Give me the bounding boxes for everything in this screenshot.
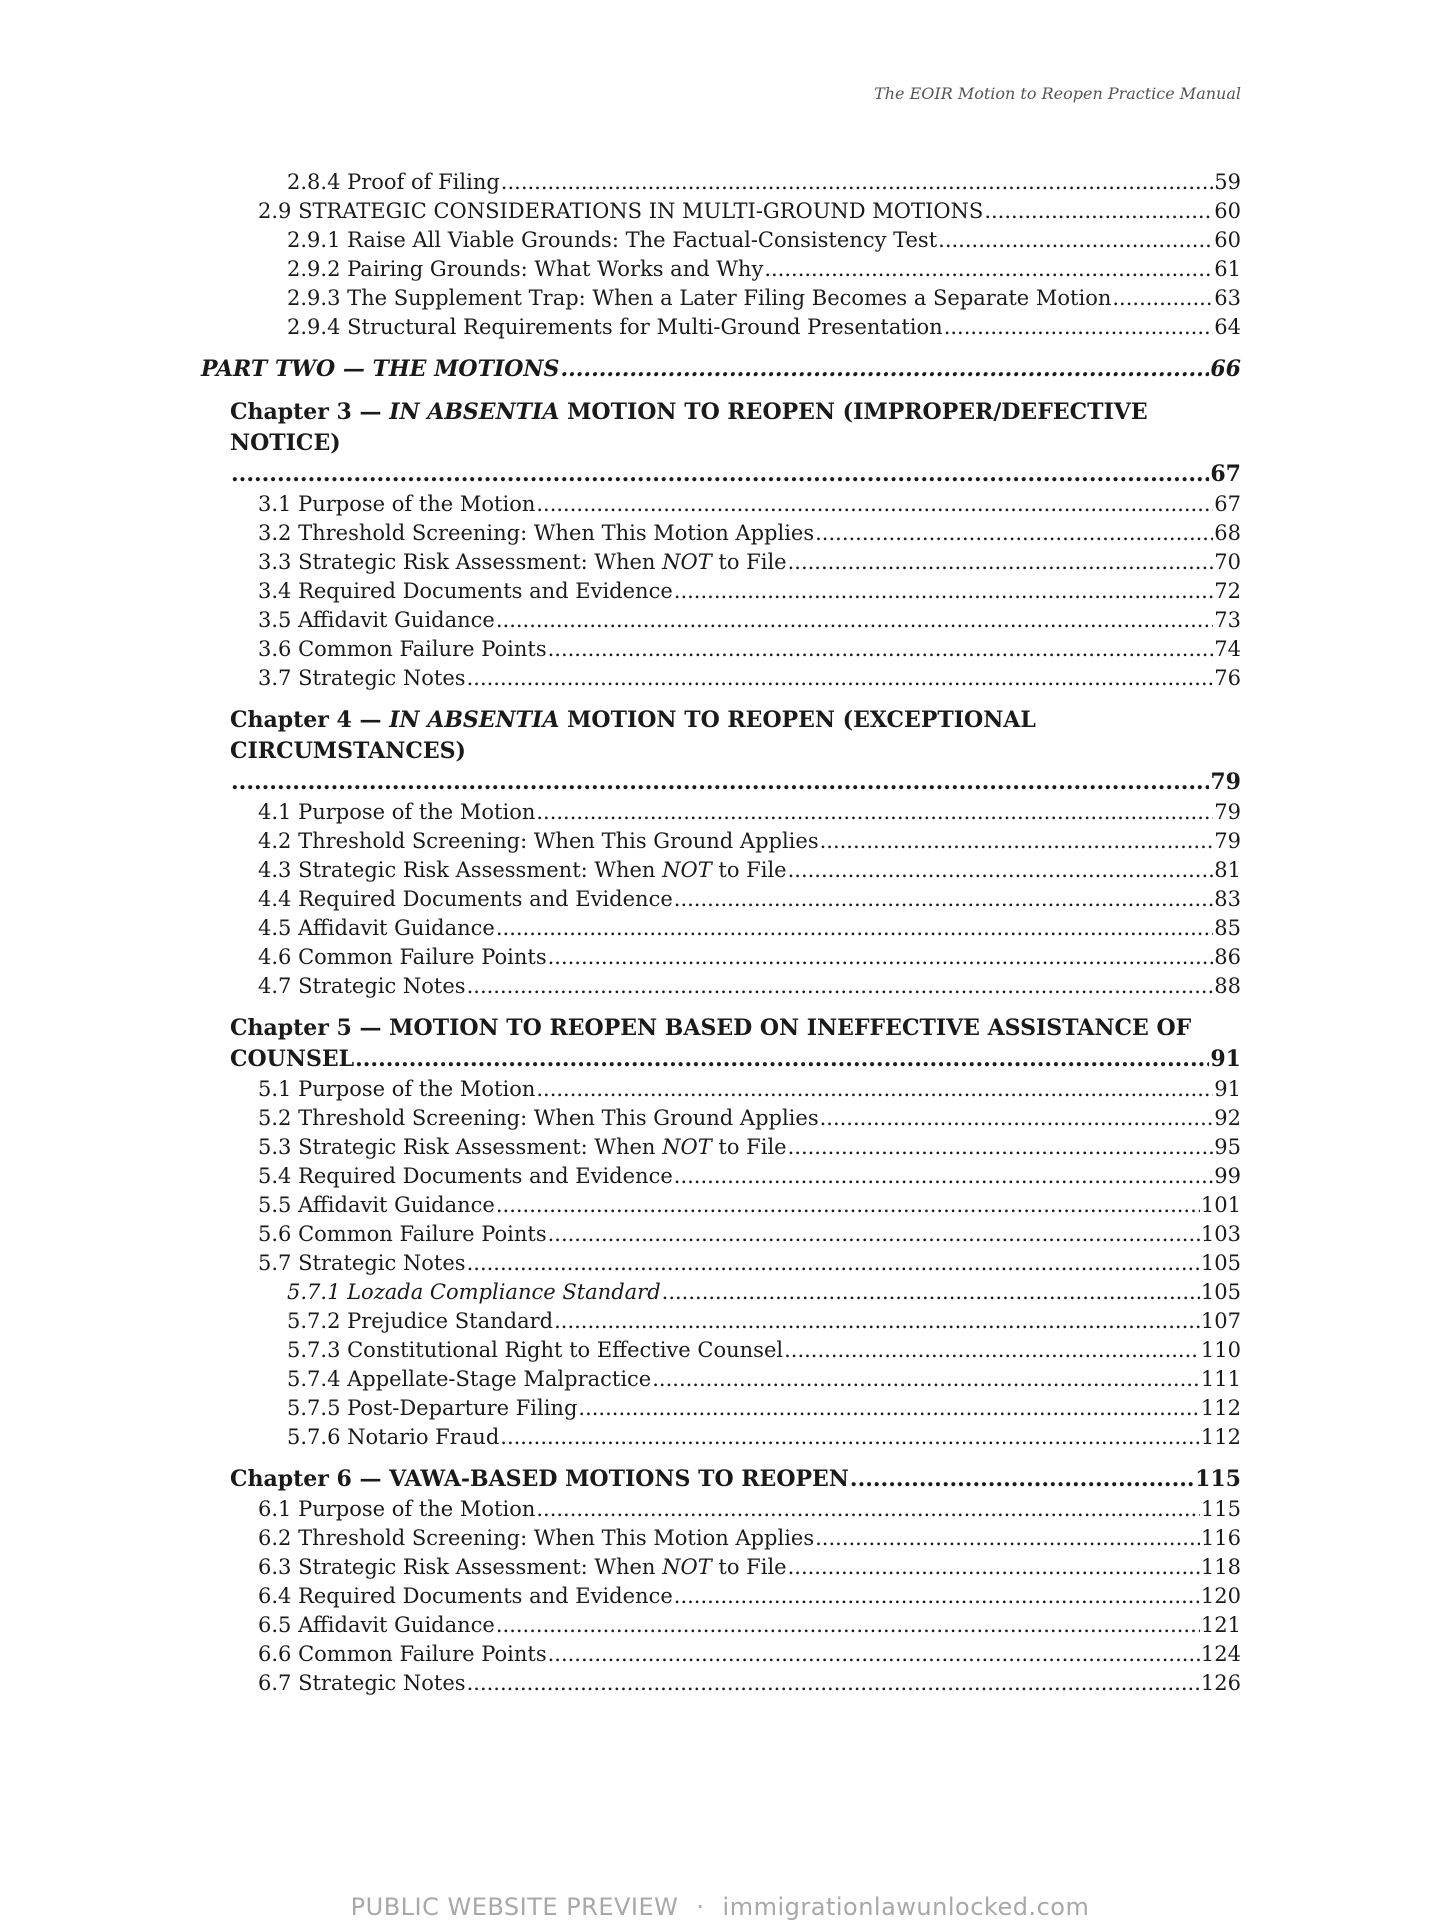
toc-entry-title: 3.3 Strategic Risk Assessment: When NOT to File: [258, 550, 787, 574]
toc-entry-page: 111: [1200, 1367, 1241, 1391]
toc-entry-title: 6.3 Strategic Risk Assessment: When NOT to File: [258, 1555, 787, 1579]
dot-leader: [1112, 284, 1213, 313]
toc-entry-title: 4.2 Threshold Screening: When This Ground Applies: [258, 829, 819, 853]
toc-entry-title: 4.4 Required Documents and Evidence: [258, 887, 673, 911]
dot-leader: [674, 1582, 1200, 1611]
toc-entry-page: 105: [1200, 1251, 1241, 1275]
dot-leader: [674, 577, 1214, 606]
running-header: The EOIR Motion to Reopen Practice Manual: [874, 84, 1241, 103]
dot-leader: [850, 1464, 1194, 1495]
toc-entry-page: 115: [1200, 1497, 1241, 1521]
chapter-4-heading[interactable]: [230, 705, 1241, 767]
toc-entry[interactable]: [0, 519, 1241, 548]
toc-entry-title: 6.1 Purpose of the Motion: [258, 1497, 536, 1521]
dot-leader: [820, 1104, 1214, 1133]
toc-entry[interactable]: [0, 577, 1241, 606]
footer-separator: ·: [696, 1893, 705, 1921]
chapter-page: 79: [1210, 769, 1241, 795]
toc-entry-page: 99: [1214, 1164, 1241, 1188]
toc-subentry[interactable]: [0, 1394, 1241, 1423]
toc-entry-page: 124: [1200, 1642, 1241, 1666]
dot-leader: [548, 1640, 1200, 1669]
toc-entry-page: 95: [1214, 1135, 1241, 1159]
chapter-5-heading[interactable]: Chapter 5 — MOTION TO REOPEN BASED ON INEFFECTIVE ASSISTANCE OF: [230, 1015, 1192, 1041]
toc-entry[interactable]: [0, 197, 1241, 226]
dot-leader: [662, 1278, 1200, 1307]
toc-subentry[interactable]: [0, 1307, 1241, 1336]
toc-entry-title: 4.7 Strategic Notes: [258, 974, 466, 998]
toc-subentry[interactable]: [0, 1278, 1241, 1307]
part-page: 66: [1210, 356, 1241, 382]
dot-leader: [501, 168, 1213, 197]
toc-entry-page: 59: [1214, 170, 1241, 194]
toc-entry-page: 112: [1200, 1425, 1241, 1449]
dot-leader: [536, 1495, 1200, 1524]
dot-leader: [784, 1336, 1200, 1365]
toc-entry[interactable]: [0, 664, 1241, 693]
toc-entry-title: 3.5 Affidavit Guidance: [258, 608, 495, 632]
toc-entry-page: 64: [1214, 315, 1241, 339]
chapter-page: 67: [1210, 461, 1241, 487]
toc-entry-title: 5.7.2 Prejudice Standard: [287, 1309, 554, 1333]
toc-entry-page: 101: [1200, 1193, 1241, 1217]
dot-leader: [500, 1423, 1200, 1452]
toc-entry-page: 70: [1214, 550, 1241, 574]
toc-entry[interactable]: [0, 914, 1241, 943]
toc-entry-title: 6.6 Common Failure Points: [258, 1642, 547, 1666]
toc-entry-title: 4.1 Purpose of the Motion: [258, 800, 536, 824]
toc-entry-title: 5.7.4 Appellate-Stage Malpractice: [287, 1367, 652, 1391]
dot-leader: [467, 972, 1214, 1001]
toc-entry-page: 91: [1214, 1077, 1241, 1101]
toc-entry-page: 60: [1214, 228, 1241, 252]
chapter-title-continued: COUNSEL: [230, 1046, 355, 1072]
toc-subentry[interactable]: [0, 1365, 1241, 1394]
toc-entry-title: 5.7.5 Post-Departure Filing: [287, 1396, 578, 1420]
toc-entry[interactable]: [0, 1249, 1241, 1278]
toc-entry[interactable]: [0, 606, 1241, 635]
toc-subentry[interactable]: [0, 1423, 1241, 1452]
toc-entry-page: 74: [1214, 637, 1241, 661]
chapter-page: 115: [1195, 1466, 1241, 1492]
toc-entry-page: 81: [1214, 858, 1241, 882]
toc-entry-title: 6.5 Affidavit Guidance: [258, 1613, 495, 1637]
dot-leader: [984, 197, 1213, 226]
part-title: PART TWO — THE MOTIONS: [201, 356, 560, 382]
toc-entry[interactable]: [0, 972, 1241, 1001]
dot-leader: [496, 914, 1213, 943]
dot-leader: [788, 856, 1214, 885]
toc-entry-title: 4.3 Strategic Risk Assessment: When NOT to File: [258, 858, 787, 882]
toc-entry-page: 86: [1214, 945, 1241, 969]
toc-entry-title: 5.2 Threshold Screening: When This Ground Applies: [258, 1106, 819, 1130]
footer-website-link[interactable]: immigrationlawunlocked.com: [722, 1893, 1090, 1921]
toc-entry[interactable]: [0, 548, 1241, 577]
chapter-prefix: Chapter 4 —: [230, 707, 390, 733]
toc-entry-page: 63: [1214, 286, 1241, 310]
toc-entry-title: 5.5 Affidavit Guidance: [258, 1193, 495, 1217]
dot-leader: [944, 313, 1214, 342]
dot-leader: [548, 1220, 1200, 1249]
toc-entry-page: 67: [1214, 492, 1241, 516]
dot-leader: [496, 1611, 1200, 1640]
toc-entry-page: 120: [1200, 1584, 1241, 1608]
toc-entry-page: 72: [1214, 579, 1241, 603]
toc-entry-title: 2.9.3 The Supplement Trap: When a Later Filing Becomes a Separate Motion: [287, 286, 1112, 310]
toc-entry[interactable]: [0, 1220, 1241, 1249]
toc-entry-title: 3.6 Common Failure Points: [258, 637, 547, 661]
dot-leader: [815, 519, 1213, 548]
toc-entry[interactable]: [0, 943, 1241, 972]
dot-leader: [788, 1553, 1200, 1582]
toc-entry[interactable]: [0, 1133, 1241, 1162]
dot-leader: [652, 1365, 1200, 1394]
toc-entry-title: 5.4 Required Documents and Evidence: [258, 1164, 673, 1188]
footer-label: PUBLIC WEBSITE PREVIEW: [350, 1893, 679, 1921]
dot-leader: [496, 1191, 1200, 1220]
toc-entry[interactable]: [0, 1104, 1241, 1133]
chapter-prefix: Chapter 3 —: [230, 399, 390, 425]
toc-entry-page: 107: [1200, 1309, 1241, 1333]
chapter-4-leader: [0, 767, 1241, 798]
toc-entry[interactable]: [0, 1640, 1241, 1669]
dot-leader: [820, 827, 1214, 856]
toc-entry-title: 6.4 Required Documents and Evidence: [258, 1584, 673, 1608]
chapter-italic-term: IN ABSENTIA: [389, 399, 560, 425]
dot-leader: [467, 1669, 1200, 1698]
toc-entry-title: 4.6 Common Failure Points: [258, 945, 547, 969]
toc-entry-title: 2.9.4 Structural Requirements for Multi-Ground Presentation: [287, 315, 943, 339]
dot-leader: [548, 943, 1214, 972]
dot-leader: [231, 459, 1209, 490]
toc-entry-title: 3.4 Required Documents and Evidence: [258, 579, 673, 603]
toc-entry-page: 61: [1214, 257, 1241, 281]
dot-leader: [467, 1249, 1200, 1278]
dot-leader: [560, 354, 1209, 385]
toc-entry-title: 3.7 Strategic Notes: [258, 666, 466, 690]
toc-entry[interactable]: [0, 284, 1241, 313]
toc-entry-page: 79: [1214, 800, 1241, 824]
toc-entry-title: 5.7.6 Notario Fraud: [287, 1425, 500, 1449]
chapter-suffix: MOTION TO REOPEN (IMPROPER/DEFECTIVE NOTICE): [230, 399, 1148, 456]
dot-leader: [355, 1044, 1209, 1075]
toc-entry[interactable]: [0, 798, 1241, 827]
toc-entry-title: 5.1 Purpose of the Motion: [258, 1077, 536, 1101]
toc-entry-page: 83: [1214, 887, 1241, 911]
toc-entry[interactable]: [0, 1582, 1241, 1611]
table-of-contents: [0, 168, 1440, 1698]
toc-entry-title: 2.9.1 Raise All Viable Grounds: The Factual-Consistency Test: [287, 228, 938, 252]
dot-leader: [788, 548, 1214, 577]
toc-entry-page: 73: [1214, 608, 1241, 632]
toc-entry-page: 110: [1200, 1338, 1241, 1362]
dot-leader: [674, 1162, 1214, 1191]
dot-leader: [554, 1307, 1200, 1336]
toc-entry-page: 118: [1200, 1555, 1241, 1579]
toc-entry-title: 4.5 Affidavit Guidance: [258, 916, 495, 940]
toc-entry-page: 105: [1200, 1280, 1241, 1304]
toc-entry-title: 5.3 Strategic Risk Assessment: When NOT to File: [258, 1135, 787, 1159]
toc-entry-title: 6.2 Threshold Screening: When This Motion Applies: [258, 1526, 815, 1550]
toc-entry[interactable]: [0, 226, 1241, 255]
toc-entry[interactable]: [0, 1553, 1241, 1582]
chapter-italic-term: IN ABSENTIA: [389, 707, 560, 733]
dot-leader: [536, 1075, 1213, 1104]
toc-entry-page: 85: [1214, 916, 1241, 940]
toc-entry-page: 112: [1200, 1396, 1241, 1420]
toc-entry-page: 92: [1214, 1106, 1241, 1130]
toc-entry-title: 2.8.4 Proof of Filing: [287, 170, 500, 194]
toc-entry-title: 2.9 STRATEGIC CONSIDERATIONS IN MULTI-GROUND MOTIONS: [258, 199, 984, 223]
toc-entry-page: 68: [1214, 521, 1241, 545]
toc-entry-page: 76: [1214, 666, 1241, 690]
toc-part-heading[interactable]: [0, 354, 1241, 385]
toc-entry[interactable]: [0, 1162, 1241, 1191]
chapter-page: 91: [1210, 1046, 1241, 1072]
toc-entry[interactable]: [0, 856, 1241, 885]
toc-entry[interactable]: [0, 1669, 1241, 1698]
dot-leader: [536, 798, 1213, 827]
chapter-5-leader: [0, 1044, 1241, 1075]
toc-entry[interactable]: [0, 885, 1241, 914]
toc-entry-title: 5.7.3 Constitutional Right to Effective Counsel: [287, 1338, 784, 1362]
toc-entry[interactable]: [0, 1611, 1241, 1640]
dot-leader: [578, 1394, 1200, 1423]
toc-entry[interactable]: [0, 827, 1241, 856]
dot-leader: [938, 226, 1213, 255]
dot-leader: [788, 1133, 1214, 1162]
chapter-title: Chapter 6 — VAWA-BASED MOTIONS TO REOPEN: [230, 1466, 849, 1492]
dot-leader: [231, 767, 1209, 798]
toc-entry[interactable]: [0, 490, 1241, 519]
toc-entry-title: 5.7 Strategic Notes: [258, 1251, 466, 1275]
toc-entry-page: 60: [1214, 199, 1241, 223]
toc-entry[interactable]: [0, 1075, 1241, 1104]
toc-subentry[interactable]: [0, 1336, 1241, 1365]
chapter-6-heading[interactable]: [0, 1464, 1241, 1495]
dot-leader: [548, 635, 1214, 664]
toc-entry[interactable]: [0, 313, 1241, 342]
chapter-3-leader: [0, 459, 1241, 490]
toc-entry-page: 116: [1200, 1526, 1241, 1550]
toc-entry-title: 5.7.1 Lozada Compliance Standard: [287, 1280, 661, 1304]
toc-entry-title: 6.7 Strategic Notes: [258, 1671, 466, 1695]
dot-leader: [815, 1524, 1200, 1553]
toc-entry-page: 103: [1200, 1222, 1241, 1246]
toc-entry[interactable]: [0, 255, 1241, 284]
toc-entry-title: 2.9.2 Pairing Grounds: What Works and Why: [287, 257, 764, 281]
toc-entry[interactable]: [0, 1495, 1241, 1524]
toc-entry[interactable]: [0, 1524, 1241, 1553]
chapter-3-heading[interactable]: [230, 397, 1241, 459]
toc-entry[interactable]: [0, 1191, 1241, 1220]
dot-leader: [467, 664, 1214, 693]
toc-entry-title: 5.6 Common Failure Points: [258, 1222, 547, 1246]
toc-entry[interactable]: [0, 635, 1241, 664]
chapter-suffix: MOTION TO REOPEN (EXCEPTIONAL CIRCUMSTANCES): [230, 707, 1036, 764]
toc-entry-page: 88: [1214, 974, 1241, 998]
preview-footer: [0, 1893, 1440, 1921]
toc-entry-title: 3.2 Threshold Screening: When This Motion Applies: [258, 521, 815, 545]
toc-entry-page: 79: [1214, 829, 1241, 853]
dot-leader: [764, 255, 1213, 284]
toc-entry-page: 126: [1200, 1671, 1241, 1695]
toc-entry-title: 3.1 Purpose of the Motion: [258, 492, 536, 516]
dot-leader: [536, 490, 1213, 519]
toc-entry-page: 121: [1200, 1613, 1241, 1637]
toc-entry[interactable]: [0, 168, 1241, 197]
dot-leader: [496, 606, 1213, 635]
dot-leader: [674, 885, 1214, 914]
